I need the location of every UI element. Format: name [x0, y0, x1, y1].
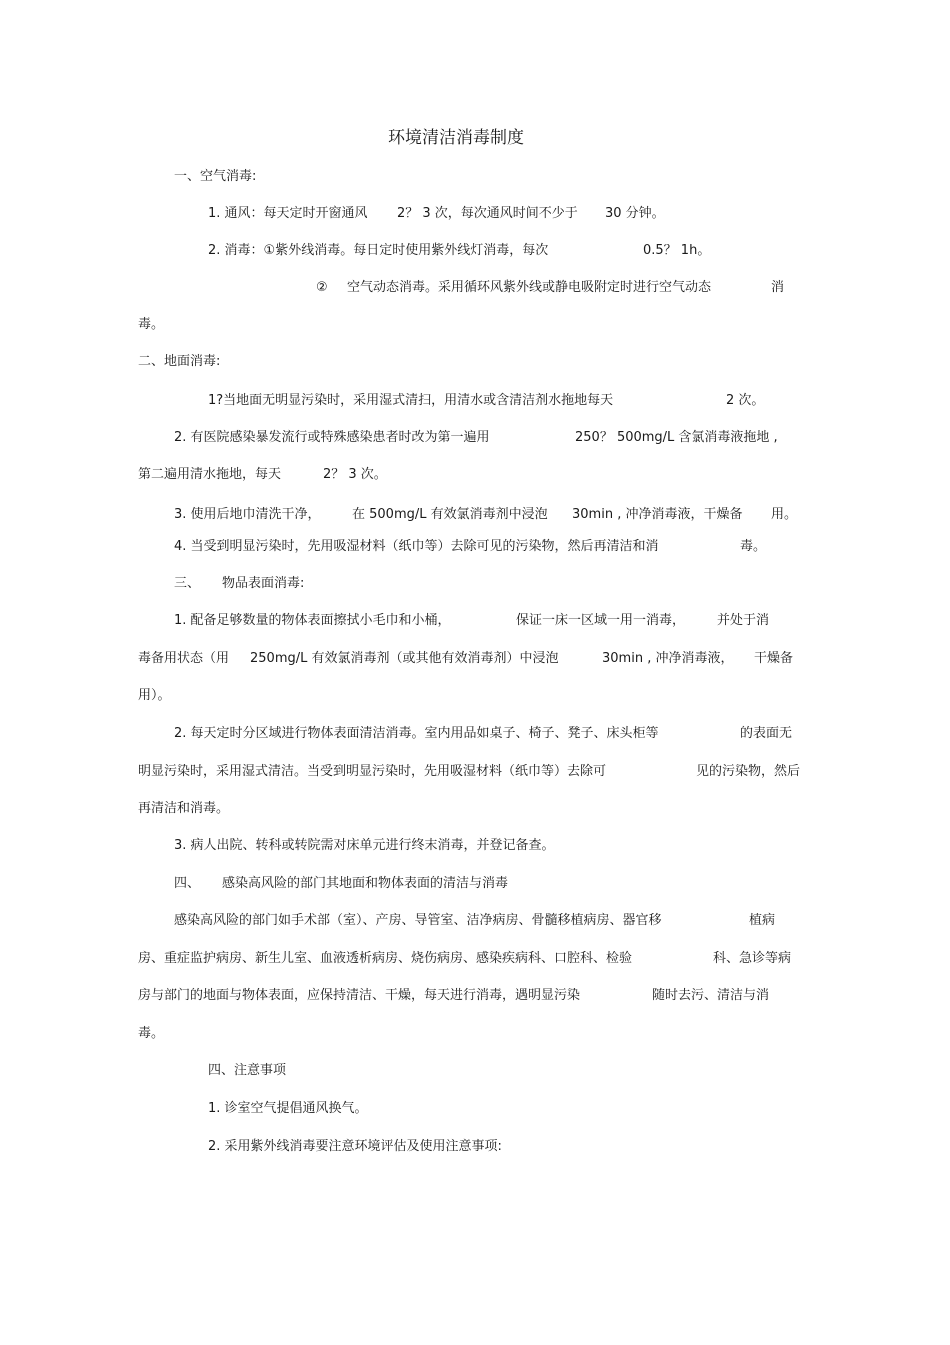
text-segment: 30min , 冲净消毒液，干燥备 [572, 507, 743, 522]
document-title: 环境清洁消毒制度 [388, 128, 524, 148]
text-segment: 在 500mg/L 有效氯消毒剂中浸泡 [352, 507, 548, 522]
text-segment: 明显污染时，采用湿式清洁。当受到明显污染时，先用吸湿材料（纸巾等）去除可 [138, 764, 607, 779]
text-segment: 1?当地面无明显污染时，采用湿式清扫，用清水或含清洁剂水拖地每天 [208, 393, 614, 408]
text-segment: 3. 病人出院、转科或转院需对床单元进行终末消毒，并登记备查。 [174, 838, 555, 853]
section-heading-floor: 二、地面消毒: [138, 354, 221, 369]
text-segment: 用）。 [138, 688, 171, 703]
text-segment: 的表面无 [740, 726, 793, 741]
section-heading-surface: 三、 [174, 576, 201, 591]
text-segment: 0.5？ 1h。 [643, 243, 711, 258]
text-segment: 物品表面消毒: [222, 576, 305, 591]
text-segment: 随时去污、清洁与消 [652, 988, 770, 1003]
text-segment: 2 次。 [726, 393, 765, 408]
text-segment: 1. 配备足够数量的物体表面擦拭小毛巾和小桶， [174, 613, 451, 628]
text-segment: 2. 消毒：①紫外线消毒。每日定时使用紫外线灯消毒，每次 [208, 243, 549, 258]
section-heading-high-risk: 四、 [174, 876, 201, 891]
text-segment: 4. 当受到明显污染时，先用吸湿材料（纸巾等）去除可见的污染物，然后再清洁和消 [174, 539, 659, 554]
text-segment: 房、重症监护病房、新生儿室、血液透析病房、烧伤病房、感染疾病科、口腔科、检验 [138, 951, 633, 966]
text-segment: 250？ 500mg/L 含氯消毒液拖地 , [575, 430, 778, 445]
section-heading-air: 一、空气消毒: [174, 169, 257, 184]
text-segment: 毒。 [138, 1026, 165, 1041]
text-segment: 2. 有医院感染暴发流行或特殊感染患者时改为第一遍用 [174, 430, 490, 445]
text-segment: 毒备用状态（用 [138, 651, 230, 666]
text-segment: 再清洁和消毒。 [138, 801, 230, 816]
text-segment: 科、急诊等病 [713, 951, 792, 966]
text-segment: ② [316, 280, 328, 295]
text-segment: 2. 每天定时分区域进行物体表面清洁消毒。室内用品如桌子、椅子、凳子、床头柜等 [174, 726, 659, 741]
text-segment: 3. 使用后地巾清洗干净， [174, 507, 321, 522]
text-segment: 见的污染物，然后 [696, 764, 801, 779]
text-segment: 消 [771, 280, 785, 295]
text-segment: 感染高风险的部门其地面和物体表面的清洁与消毒 [222, 876, 509, 891]
text-segment: 干燥备 [754, 651, 794, 666]
text-segment: 毒。 [138, 317, 165, 332]
text-segment: 第二遍用清水拖地，每天 [138, 467, 282, 482]
text-segment: 用。 [771, 507, 798, 522]
text-segment: 并处于消 [717, 613, 770, 628]
text-segment: 2？ 3 次。 [323, 467, 387, 482]
text-segment: 空气动态消毒。采用循环风紫外线或静电吸附定时进行空气动态 [347, 280, 712, 295]
text-segment: 保证一床一区域一用一消毒， [516, 613, 686, 628]
text-segment: 感染高风险的部门如手术部（室）、产房、导管室、洁净病房、骨髓移植病房、器官移 [174, 913, 662, 928]
text-segment: 房与部门的地面与物体表面，应保持清洁、干燥，每天进行消毒，遇明显污染 [138, 988, 581, 1003]
text-segment: 30 分钟。 [605, 206, 665, 221]
text-segment: 1. 诊室空气提倡通风换气。 [208, 1101, 368, 1116]
text-segment: 2？ 3 次，每次通风时间不少于 [397, 206, 578, 221]
text-segment: 植病 [749, 913, 776, 928]
text-segment: 30min , 冲净消毒液， [602, 651, 734, 666]
text-segment: 250mg/L 有效氯消毒剂（或其他有效消毒剂）中浸泡 [250, 651, 559, 666]
text-segment: 1. 通风：每天定时开窗通风 [208, 206, 368, 221]
text-segment: 毒。 [740, 539, 767, 554]
section-heading-notes: 四、注意事项 [208, 1063, 287, 1078]
text-segment: 2. 采用紫外线消毒要注意环境评估及使用注意事项: [208, 1139, 502, 1154]
